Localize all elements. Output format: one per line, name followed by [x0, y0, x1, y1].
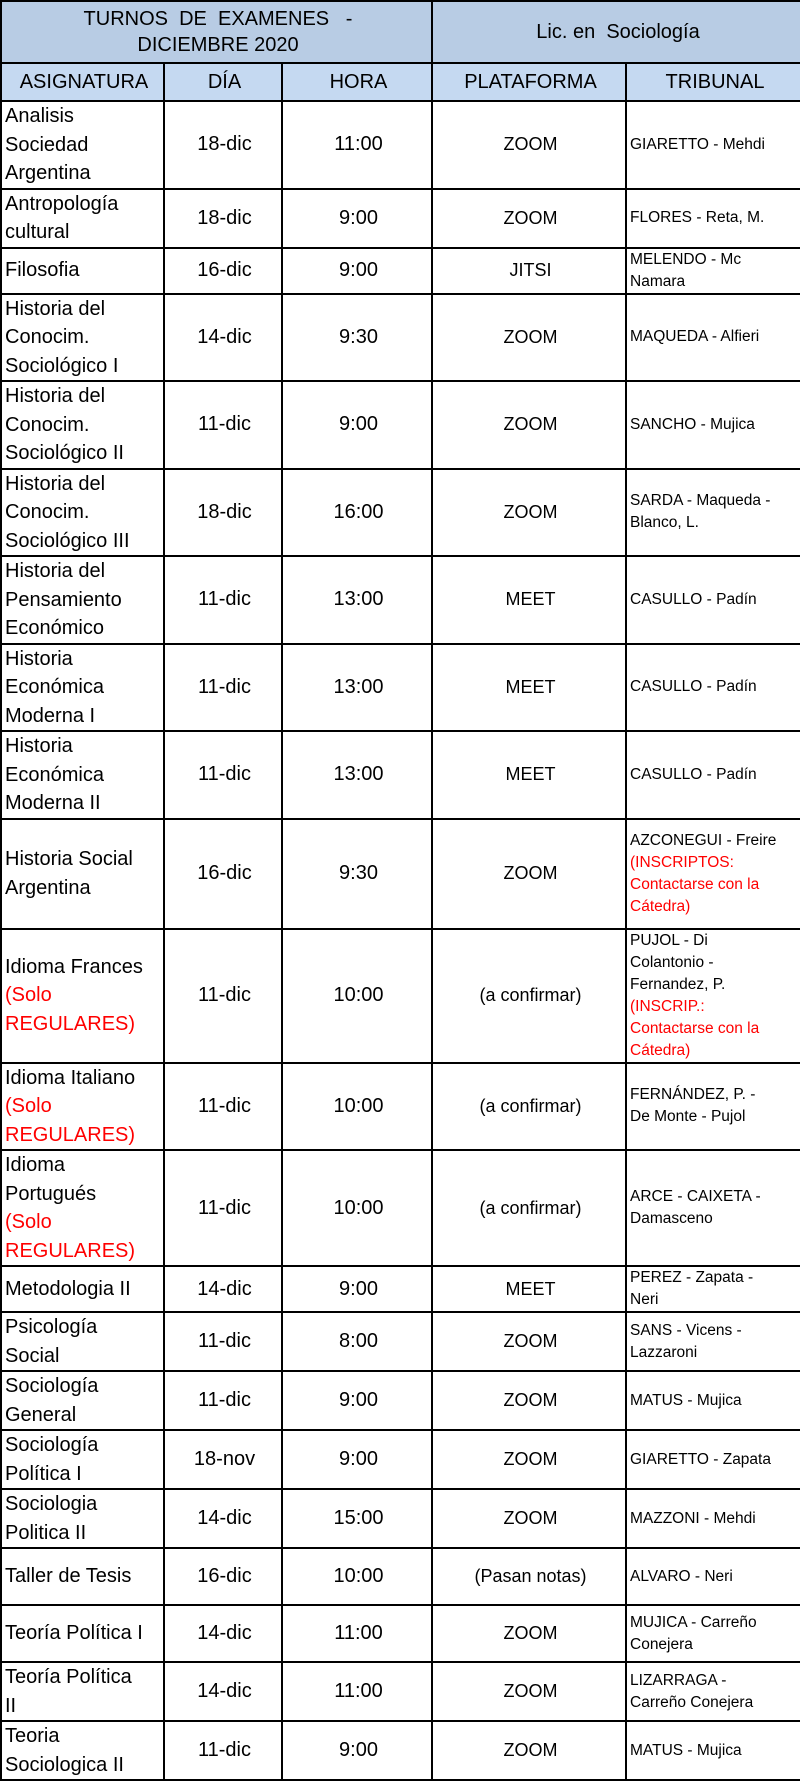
- platform-cell: ZOOM: [432, 1430, 626, 1489]
- day-cell: 11-dic: [164, 381, 282, 469]
- inscription-note: Cátedra): [630, 1041, 691, 1059]
- subject-cell: [1, 1266, 164, 1312]
- tribunal-text: SANS - Vicens -: [630, 1321, 742, 1339]
- time-cell: 13:00: [282, 556, 432, 644]
- day-cell: 18-dic: [164, 469, 282, 557]
- table-row: [1, 1662, 800, 1721]
- time-cell: 10:00: [282, 1063, 432, 1151]
- day-cell: 18-dic: [164, 101, 282, 189]
- tribunal-text: FLORES - Reta, M.: [630, 209, 765, 226]
- tribunal-text: Blanco, L.: [630, 514, 699, 532]
- subject-cell: [1, 294, 164, 382]
- table-row: [1, 1150, 800, 1266]
- subject-cell: [1, 1371, 164, 1430]
- day-cell: 11-dic: [164, 1721, 282, 1780]
- day-cell: 11-dic: [164, 1063, 282, 1151]
- time-cell: 11:00: [282, 101, 432, 189]
- tribunal-cell: [626, 1721, 800, 1780]
- tribunal-cell: [626, 1489, 800, 1548]
- inscription-note: Cátedra): [630, 897, 691, 915]
- subject-text: Idioma Italiano: [5, 1066, 136, 1089]
- day-cell: 11-dic: [164, 1150, 282, 1266]
- tribunal-text: Fernandez, P.: [630, 975, 726, 993]
- subject-text: Sociológico II: [5, 442, 124, 464]
- table-row: [1, 1371, 800, 1430]
- subject-text: Sociologia: [5, 1493, 98, 1515]
- subject-text: Social: [5, 1344, 60, 1367]
- table-row: [1, 1266, 800, 1312]
- tribunal-cell: [626, 1371, 800, 1430]
- table-row: [1, 929, 800, 1063]
- tribunal-text: MATUS - Mujica: [630, 1391, 742, 1409]
- tribunal-text: Damasceno: [630, 1210, 713, 1227]
- tribunal-cell: [626, 1312, 800, 1371]
- tribunal-text: PUJOL - Di: [630, 931, 708, 949]
- tribunal-text: SANCHO - Mujica: [630, 415, 755, 433]
- table-row: [1, 1548, 800, 1605]
- subject-cell: [1, 1312, 164, 1371]
- platform-cell: ZOOM: [432, 294, 626, 382]
- subject-cell: [1, 556, 164, 644]
- subject-text: Sociologica II: [5, 1753, 124, 1776]
- table-row: [1, 731, 800, 819]
- time-cell: 15:00: [282, 1489, 432, 1548]
- day-cell: 18-nov: [164, 1430, 282, 1489]
- subject-text: Historia del: [5, 297, 106, 320]
- time-cell: 13:00: [282, 644, 432, 732]
- platform-cell: ZOOM: [432, 1489, 626, 1548]
- subject-text: Portugués: [5, 1182, 97, 1205]
- schedule-title: [1, 1, 432, 63]
- time-cell: 9:30: [282, 819, 432, 929]
- tribunal-text: Lazzaroni: [630, 1343, 698, 1361]
- subject-text: Idioma Frances: [5, 955, 143, 978]
- table-row: [1, 1721, 800, 1780]
- day-cell: 14-dic: [164, 1266, 282, 1312]
- subject-cell: [1, 644, 164, 732]
- subject-text: Taller de Tesis: [5, 1565, 132, 1588]
- column-header-tribunal: TRIBUNAL: [626, 63, 800, 101]
- subject-cell: [1, 1721, 164, 1780]
- subject-cell: [1, 1430, 164, 1489]
- tribunal-text: AZCONEGUI - Freire: [630, 831, 777, 849]
- tribunal-text: LIZARRAGA -: [630, 1671, 727, 1689]
- day-cell: 18-dic: [164, 189, 282, 248]
- subject-cell: [1, 1489, 164, 1548]
- tribunal-text: SARDA - Maqueda -: [630, 492, 771, 510]
- subject-text: Historia del: [5, 472, 106, 495]
- platform-cell: ZOOM: [432, 1312, 626, 1371]
- inscription-note: (INSCRIPTOS:: [630, 853, 734, 871]
- table-row: [1, 469, 800, 557]
- time-cell: 9:00: [282, 1266, 432, 1312]
- regulares-note: REGULARES): [5, 1239, 136, 1262]
- tribunal-text: FERNÁNDEZ, P. -: [630, 1086, 756, 1104]
- subject-cell: [1, 929, 164, 1063]
- platform-cell: MEET: [432, 731, 626, 819]
- platform-cell: (a confirmar): [432, 1063, 626, 1151]
- table-row: [1, 248, 800, 294]
- tribunal-cell: [626, 1605, 800, 1662]
- subject-cell: [1, 1605, 164, 1662]
- time-cell: 10:00: [282, 1150, 432, 1266]
- time-cell: 11:00: [282, 1662, 432, 1721]
- tribunal-text: Neri: [630, 1291, 659, 1308]
- platform-cell: ZOOM: [432, 1662, 626, 1721]
- subject-text: Sociológico III: [5, 529, 130, 552]
- subject-text: Económica: [5, 676, 104, 698]
- subject-text: II: [5, 1694, 17, 1717]
- day-cell: 16-dic: [164, 248, 282, 294]
- day-cell: 11-dic: [164, 556, 282, 644]
- platform-cell: ZOOM: [432, 189, 626, 248]
- subject-text: Historia: [5, 735, 73, 757]
- subject-cell: [1, 1548, 164, 1605]
- time-cell: 9:00: [282, 381, 432, 469]
- platform-cell: ZOOM: [432, 469, 626, 557]
- tribunal-cell: [626, 644, 800, 732]
- time-cell: 9:30: [282, 294, 432, 382]
- time-cell: 9:00: [282, 1371, 432, 1430]
- time-cell: 8:00: [282, 1312, 432, 1371]
- table-row: [1, 1489, 800, 1548]
- subject-text: Metodologia II: [5, 1277, 131, 1300]
- subject-cell: [1, 469, 164, 557]
- time-cell: 9:00: [282, 248, 432, 294]
- platform-cell: (a confirmar): [432, 929, 626, 1063]
- inscription-note: Contactarse con la: [630, 1019, 760, 1037]
- platform-cell: MEET: [432, 556, 626, 644]
- tribunal-text: Colantonio -: [630, 953, 714, 971]
- tribunal-cell: [626, 929, 800, 1063]
- subject-cell: [1, 819, 164, 929]
- subject-text: Pensamiento: [5, 588, 122, 611]
- tribunal-cell: [626, 1548, 800, 1605]
- subject-text: Moderna II: [5, 792, 101, 814]
- subject-text: Teoría Política: [5, 1666, 132, 1688]
- platform-cell: JITSI: [432, 248, 626, 294]
- regulares-note: (Solo: [5, 984, 52, 1007]
- time-cell: 16:00: [282, 469, 432, 557]
- tribunal-text: CASULLO - Padín: [630, 590, 757, 608]
- subject-text: Sociológico I: [5, 354, 119, 377]
- schedule-rows: [1, 101, 800, 1780]
- inscription-note: (INSCRIP.:: [630, 997, 705, 1015]
- table-row: [1, 556, 800, 644]
- tribunal-cell: [626, 101, 800, 189]
- table-row: [1, 294, 800, 382]
- tribunal-cell: [626, 189, 800, 248]
- time-cell: 9:00: [282, 1430, 432, 1489]
- subject-cell: [1, 1662, 164, 1721]
- tribunal-text: CASULLO - Padín: [630, 765, 757, 783]
- time-cell: 9:00: [282, 1721, 432, 1780]
- table-row: [1, 381, 800, 469]
- platform-cell: MEET: [432, 644, 626, 732]
- table-row: [1, 819, 800, 929]
- table-row: [1, 644, 800, 732]
- tribunal-text: Carreño Conejera: [630, 1693, 754, 1711]
- tribunal-text: Conejera: [630, 1635, 693, 1653]
- subject-text: Conocim.: [5, 413, 90, 436]
- regulares-note: (Solo: [5, 1211, 52, 1233]
- subject-text: Psicología: [5, 1316, 98, 1338]
- title-line-2: DICIEMBRE 2020: [137, 34, 299, 56]
- subject-text: Política I: [5, 1462, 82, 1485]
- tribunal-cell: [626, 1662, 800, 1721]
- subject-text: Idioma: [5, 1154, 66, 1176]
- subject-text: cultural: [5, 221, 70, 243]
- platform-cell: ZOOM: [432, 101, 626, 189]
- inscription-note: Contactarse con la: [630, 875, 760, 893]
- time-cell: 9:00: [282, 189, 432, 248]
- tribunal-text: MAZZONI - Mehdi: [630, 1509, 756, 1527]
- day-cell: 16-dic: [164, 1548, 282, 1605]
- subject-text: Teoría Política I: [5, 1622, 143, 1645]
- subject-text: Sociología: [5, 1434, 99, 1456]
- subject-text: Filosofia: [5, 259, 80, 282]
- tribunal-text: GIARETTO - Mehdi: [630, 135, 765, 153]
- subject-text: Antropología: [5, 192, 119, 215]
- subject-text: General: [5, 1403, 77, 1426]
- day-cell: 11-dic: [164, 1371, 282, 1430]
- tribunal-cell: [626, 819, 800, 929]
- tribunal-text: ALVARO - Neri: [630, 1567, 733, 1585]
- tribunal-cell: [626, 1430, 800, 1489]
- platform-cell: ZOOM: [432, 381, 626, 469]
- table-row: [1, 1430, 800, 1489]
- table-row: [1, 1063, 800, 1151]
- subject-text: Analisis: [5, 105, 74, 127]
- time-cell: 13:00: [282, 731, 432, 819]
- subject-text: Conocim.: [5, 501, 90, 523]
- subject-cell: [1, 1063, 164, 1151]
- subject-cell: [1, 381, 164, 469]
- day-cell: 11-dic: [164, 644, 282, 732]
- column-header-platform: PLATAFORMA: [432, 63, 626, 101]
- platform-cell: (a confirmar): [432, 1150, 626, 1266]
- table-row: [1, 1312, 800, 1371]
- subject-text: Historia del: [5, 385, 106, 407]
- subject-text: Politica II: [5, 1521, 87, 1544]
- day-cell: 16-dic: [164, 819, 282, 929]
- subject-cell: [1, 189, 164, 248]
- subject-cell: [1, 248, 164, 294]
- platform-cell: ZOOM: [432, 1605, 626, 1662]
- time-cell: 10:00: [282, 1548, 432, 1605]
- tribunal-cell: [626, 556, 800, 644]
- column-header-time: HORA: [282, 63, 432, 101]
- subject-cell: [1, 731, 164, 819]
- table-row: [1, 189, 800, 248]
- subject-text: Argentina: [5, 162, 91, 184]
- day-cell: 14-dic: [164, 1605, 282, 1662]
- subject-text: Historia Social: [5, 848, 133, 870]
- subject-text: Económico: [5, 617, 104, 639]
- day-cell: 14-dic: [164, 294, 282, 382]
- subject-text: Sociología: [5, 1375, 99, 1397]
- subject-text: Historia del: [5, 560, 106, 582]
- table-row: [1, 101, 800, 189]
- tribunal-text: ARCE - CAIXETA -: [630, 1188, 761, 1205]
- day-cell: 14-dic: [164, 1662, 282, 1721]
- tribunal-text: CASULLO - Padín: [630, 678, 757, 696]
- platform-cell: MEET: [432, 1266, 626, 1312]
- subject-text: Conocim.: [5, 326, 90, 348]
- tribunal-cell: [626, 381, 800, 469]
- day-cell: 11-dic: [164, 929, 282, 1063]
- tribunal-cell: [626, 1150, 800, 1266]
- tribunal-text: MUJICA - Carreño: [630, 1613, 757, 1631]
- tribunal-cell: [626, 294, 800, 382]
- tribunal-text: MELENDO - Mc: [630, 250, 742, 268]
- subject-text: Teoria: [5, 1725, 60, 1747]
- subject-text: Argentina: [5, 876, 91, 899]
- time-cell: 10:00: [282, 929, 432, 1063]
- column-header-subject: ASIGNATURA: [1, 63, 164, 101]
- subject-text: Económica: [5, 763, 104, 786]
- title-line-1: TURNOS DE EXAMENES -: [83, 8, 353, 30]
- subject-cell: [1, 1150, 164, 1266]
- tribunal-text: MATUS - Mujica: [630, 1741, 742, 1759]
- regulares-note: (Solo: [5, 1095, 52, 1117]
- platform-cell: ZOOM: [432, 1721, 626, 1780]
- regulares-note: REGULARES): [5, 1012, 136, 1035]
- tribunal-cell: [626, 731, 800, 819]
- career-name: Lic. en Sociología: [432, 1, 800, 63]
- tribunal-text: MAQUEDA - Alfieri: [630, 328, 760, 346]
- table-row: [1, 1605, 800, 1662]
- time-cell: 11:00: [282, 1605, 432, 1662]
- day-cell: 11-dic: [164, 1312, 282, 1371]
- tribunal-cell: [626, 1266, 800, 1312]
- tribunal-text: GIARETTO - Zapata: [630, 1450, 771, 1468]
- subject-text: Historia: [5, 647, 73, 670]
- subject-cell: [1, 101, 164, 189]
- platform-cell: (Pasan notas): [432, 1548, 626, 1605]
- column-header-day: DÍA: [164, 63, 282, 101]
- regulares-note: REGULARES): [5, 1123, 136, 1146]
- subject-text: Sociedad: [5, 133, 89, 156]
- tribunal-text: PEREZ - Zapata -: [630, 1269, 754, 1286]
- subject-text: Moderna I: [5, 704, 96, 727]
- tribunal-text: De Monte - Pujol: [630, 1108, 746, 1126]
- day-cell: 14-dic: [164, 1489, 282, 1548]
- platform-cell: ZOOM: [432, 819, 626, 929]
- tribunal-cell: [626, 248, 800, 294]
- tribunal-cell: [626, 1063, 800, 1151]
- tribunal-text: Namara: [630, 272, 686, 290]
- day-cell: 11-dic: [164, 731, 282, 819]
- tribunal-cell: [626, 469, 800, 557]
- platform-cell: ZOOM: [432, 1371, 626, 1430]
